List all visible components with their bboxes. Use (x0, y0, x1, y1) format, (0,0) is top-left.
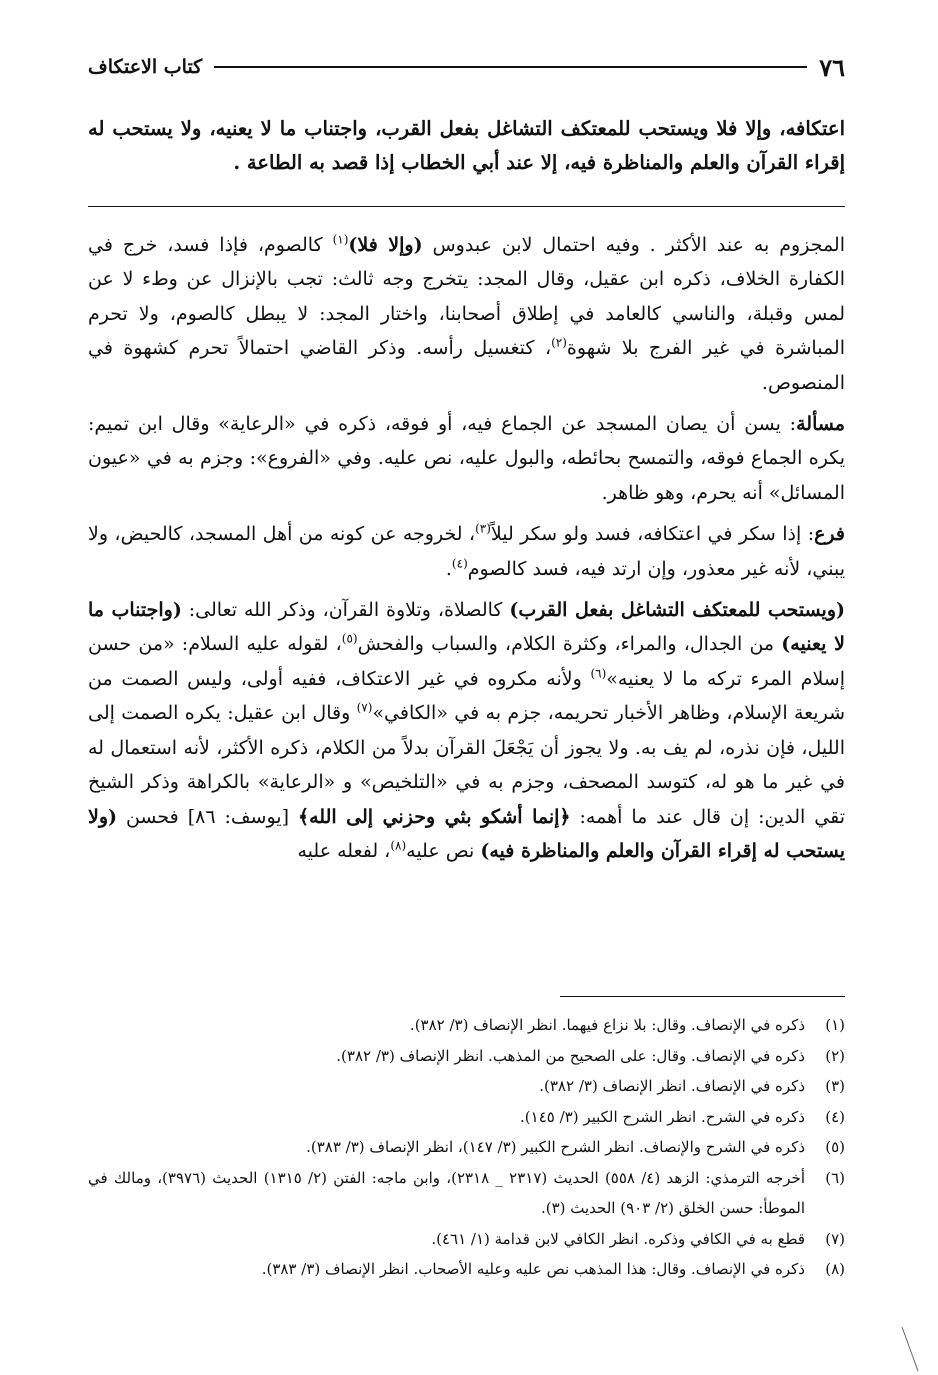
footnote-number: (٦) (825, 1168, 845, 1187)
footnote-number: (٣) (825, 1077, 845, 1095)
footnote-separator (560, 996, 845, 997)
footnote-number: (٥) (825, 1138, 845, 1156)
footnote (88, 1254, 845, 1285)
footnote (88, 1041, 845, 1072)
text-run: ، لفعله عليه (297, 839, 391, 862)
footnote-text: ذكره في الإنصاف. وقال: هذا المذهب نص عليه وعليه الأصحاب. انظر الإنصاف (٣/ ٣٨٣). (261, 1260, 805, 1278)
masala-label: مسألة (796, 413, 845, 436)
footnote-number: (١) (825, 1016, 845, 1034)
text-run: ، لقوله عليه السلام: «من حسن إسلام المرء تركه ما لا يعنيه» (88, 633, 845, 690)
far-label: فرع (814, 523, 845, 546)
text-run: كالصوم، فإذا فسد، خرج في الكفارة الخلاف، ذكره ابن عقيل، وقال المجد: يتخرج وجه ثالث: تجب بالإنزال عن وطء لا عن لمس وقبلة، والناسي كالعامد في إطلاق أصحابنا، واختار المجد: لا يبطل كالصوم، ولا تحرم المباشرة في غير الفرج بلا شهوة (88, 234, 846, 360)
footnote-ref-7[interactable]: (٧) (356, 700, 373, 715)
footnote-ref-4[interactable]: (٤) (451, 556, 468, 571)
quoted-matn: (ولا يستحب له إقراء القرآن والعلم والمناظرة فيه) (88, 805, 845, 862)
footnote (88, 1132, 845, 1163)
footnote-text: ذكره في الإنصاف. انظر الإنصاف (٣/ ٣٨٢). (539, 1077, 805, 1095)
footnote-ref-8[interactable]: (٨) (390, 838, 407, 853)
running-head (88, 52, 845, 82)
footnote-text: ذكره في الشرح والإنصاف. انظر الشرح الكبير (٣/ ١٤٧)، انظر الإنصاف (٣/ ٣٨٣). (306, 1138, 805, 1156)
footnote-text: ذكره في الإنصاف. وقال: بلا نزاع فيهما. انظر الإنصاف (٣/ ٣٨٢). (409, 1016, 805, 1034)
footnotes (88, 1010, 845, 1285)
footnote (88, 1102, 845, 1133)
text-run: : يسن أن يصان المسجد عن الجماع فيه، أو فوقه، ذكره في «الرعاية» وقال ابن تميم: يكره الجماع فوقه، والتمسح بحائطه، والبول عليه، نص عليه. وفي «الفروع»: وجزم به في «عيون المسائل» أنه يحرم، وهو ظاهر. (88, 413, 845, 504)
footnote (88, 1010, 845, 1041)
commentary-paragraph-1 (88, 228, 845, 400)
book-title: كتاب الاعتكاف (88, 56, 203, 78)
text-run: ، كتغسيل رأسه. وذكر القاضي احتمالاً تحرم كشهوة في المنصوص. (88, 337, 845, 394)
footnote-ref-2[interactable]: (٢) (551, 335, 567, 350)
matn-text (88, 112, 845, 180)
quoted-matn: (ويستحب للمعتكف التشاغل بفعل القرب) (509, 599, 845, 622)
footnote-text: ذكره في الإنصاف. وقال: على الصحيح من المذهب. انظر الإنصاف (٣/ ٣٨٢). (336, 1046, 805, 1065)
commentary-paragraph-2 (88, 407, 845, 510)
footnote-ref-5[interactable]: (٥) (341, 632, 358, 647)
header-rule (214, 66, 807, 68)
text-run: ولأنه مكروه في غير الاعتكاف، ففيه أولى، وليس الصمت من شريعة الإسلام، وظاهر الأخبار تحريمه، جزم به في «الكافي» (88, 667, 846, 725)
footnote-text: قطع به في الكافي وذكره. انظر الكافي لابن قدامة (١/ ٤٦١). (431, 1229, 805, 1248)
matn-paragraph: اعتكافه، وإلا فلا ويستحب للمعتكف التشاغل بفعل القرب، واجتناب ما لا يعنيه، ولا يستحب له إقراء القرآن والعلم والمناظرة فيه، إلا عند أبي الخطاب إذا قصد به الطاعة . (88, 117, 845, 174)
commentary-paragraph-3 (88, 517, 845, 586)
text-run: ، لخروجه عن كونه من أهل المسجد، كالحيض، ولا يبني، لأنه غير معذور، وإن ارتد فيه، فسد كالصوم (88, 523, 845, 580)
text-run: نص عليه (406, 839, 481, 862)
footnote (88, 1224, 845, 1255)
matn-divider (88, 206, 845, 207)
page-number: ٧٦ (819, 52, 845, 82)
footnote-ref-6[interactable]: (٦) (590, 666, 607, 681)
commentary-paragraph-4 (88, 593, 845, 868)
text-run: وقال ابن عقيل: يكره الصمت إلى الليل، فإن نذره، لم يف به. ولا يجوز أن يَجْعَلَ القرآن بدلاً من الكلام، ذكره الأكثر، لأنه استعمال له في غير ما هو له، كتوسد المصحف، وجزم به في «التلخيص» و «الرعاية» بالكراهة وذكر الشيخ تقي الدين: إن قال عند ما أهمه: (88, 702, 845, 828)
quran-verse: ﴿إنما أشكو بثي وحزني إلى الله﴾ (297, 805, 571, 828)
footnote-text: أخرجه الترمذي: الزهد (٤/ ٥٥٨) الحديث (٢٣١٧ _ ٢٣١٨)، وابن ماجه: الفتن (٢/ ١٣١٥) الحديث (٣٩٧٦)، ومالك في الموطأ: حسن الخلق (٢/ ٩٠٣) الحديث (٣). (88, 1168, 805, 1217)
footnote-number: (٤) (825, 1107, 845, 1126)
footnote (88, 1163, 845, 1224)
pen-stroke-mark (900, 1325, 922, 1373)
commentary (88, 228, 845, 875)
text-run: : إذا سكر في اعتكافه، فسد ولو سكر ليلاً (490, 523, 815, 546)
text-run: كالصلاة، وتلاوة القرآن، وذكر الله تعالى: (181, 599, 510, 622)
footnote-number: (٧) (825, 1229, 845, 1248)
text-run: من الجدال، والمراء، وكثرة الكلام، والسباب والفحش (357, 633, 782, 656)
text-run: [يوسف: ٨٦] فحسن (117, 805, 298, 828)
quoted-matn: (واجتناب ما لا يعنيه) (88, 599, 845, 656)
text-run: المجزوم به عند الأكثر . وفيه احتمال لابن عبدوس (422, 234, 846, 256)
footnote-number: (٢) (825, 1046, 845, 1065)
quoted-matn: (وإلا فلا) (348, 234, 423, 256)
footnote-text: ذكره في الشرح. انظر الشرح الكبير (٣/ ١٤٥). (520, 1107, 805, 1126)
text-run: . (445, 557, 452, 580)
footnote-ref-1[interactable]: (١) (332, 232, 349, 247)
footnote-ref-3[interactable]: (٣) (475, 521, 491, 536)
footnote-number: (٨) (825, 1260, 845, 1278)
footnote (88, 1071, 845, 1102)
